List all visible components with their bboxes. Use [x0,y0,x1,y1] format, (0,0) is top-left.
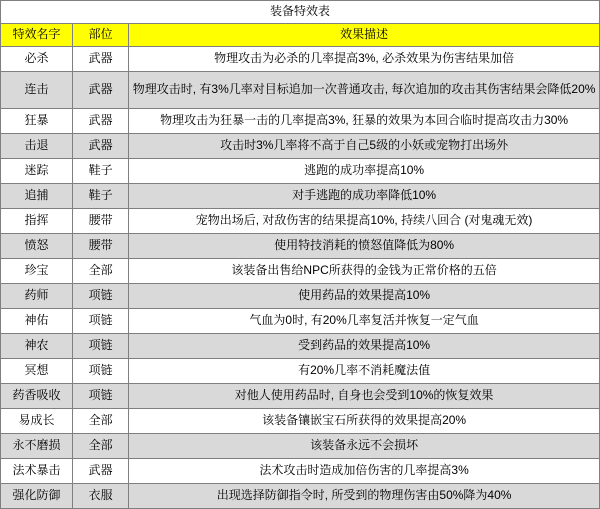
effect-part: 武器 [73,72,129,109]
table-row [1,72,600,109]
effect-desc: 物理攻击时, 有3%几率对目标追加一次普通攻击, 每次追加的攻击其伤害结果会降低20% [129,72,600,109]
table-row [1,159,600,184]
effect-part: 腰带 [73,234,129,259]
effect-desc: 受到药品的效果提高10% [129,334,600,359]
effect-name: 神农 [1,334,73,359]
effect-name: 狂暴 [1,109,73,134]
table-row [1,259,600,284]
effect-desc: 对他人使用药品时, 自身也会受到10%的恢复效果 [129,384,600,409]
effect-name: 愤怒 [1,234,73,259]
effect-desc: 逃跑的成功率提高10% [129,159,600,184]
effect-name: 冥想 [1,359,73,384]
effect-name: 强化防御 [1,484,73,509]
effect-desc: 对手逃跑的成功率降低10% [129,184,600,209]
effect-part: 武器 [73,134,129,159]
effect-name: 必杀 [1,47,73,72]
table-row [1,359,600,384]
column-header-name: 特效名字 [1,24,73,47]
effect-part: 鞋子 [73,159,129,184]
effect-part: 全部 [73,434,129,459]
effect-name: 连击 [1,72,73,109]
effect-desc: 使用药品的效果提高10% [129,284,600,309]
effect-desc: 法术攻击时造成加倍伤害的几率提高3% [129,459,600,484]
effect-name: 药香吸收 [1,384,73,409]
table-header-row [1,24,600,47]
effect-desc: 该装备镶嵌宝石所获得的效果提高20% [129,409,600,434]
effect-part: 腰带 [73,209,129,234]
effect-desc: 使用特技消耗的愤怒值降低为80% [129,234,600,259]
effect-name: 击退 [1,134,73,159]
effect-name: 追捕 [1,184,73,209]
table-row [1,309,600,334]
table-row [1,184,600,209]
effect-name: 药师 [1,284,73,309]
effect-desc: 宠物出场后, 对敌伤害的结果提高10%, 持续八回合 (对鬼魂无效) [129,209,600,234]
column-header-desc: 效果描述 [129,24,600,47]
effect-desc: 该装备出售给NPC所获得的金钱为正常价格的五倍 [129,259,600,284]
effect-desc: 物理攻击为必杀的几率提高3%, 必杀效果为伤害结果加倍 [129,47,600,72]
effect-name: 神佑 [1,309,73,334]
effect-desc: 气血为0时, 有20%几率复活并恢复一定气血 [129,309,600,334]
table-row [1,47,600,72]
table-title-row [1,1,600,24]
table-row [1,484,600,509]
table-row [1,334,600,359]
effect-part: 全部 [73,409,129,434]
table-row [1,134,600,159]
effect-name: 易成长 [1,409,73,434]
table-row [1,459,600,484]
effect-part: 全部 [73,259,129,284]
effect-desc: 有20%几率不消耗魔法值 [129,359,600,384]
effect-name: 指挥 [1,209,73,234]
column-header-part: 部位 [73,24,129,47]
effect-desc: 该装备永远不会损坏 [129,434,600,459]
table-row [1,434,600,459]
effect-name: 迷踪 [1,159,73,184]
table-row [1,234,600,259]
effect-part: 项链 [73,284,129,309]
effect-part: 项链 [73,309,129,334]
effect-desc: 出现选择防御指令时, 所受到的物理伤害由50%降为40% [129,484,600,509]
effect-part: 武器 [73,459,129,484]
table-row [1,284,600,309]
effect-part: 衣服 [73,484,129,509]
table-row [1,209,600,234]
effect-name: 法术暴击 [1,459,73,484]
table-row [1,109,600,134]
effect-part: 项链 [73,334,129,359]
table-row [1,409,600,434]
table-body [1,1,600,509]
page-title: 装备特效表 [1,1,600,24]
effect-desc: 物理攻击为狂暴一击的几率提高3%, 狂暴的效果为本回合临时提高攻击力30% [129,109,600,134]
effect-name: 珍宝 [1,259,73,284]
effect-desc: 攻击时3%几率将不高于自己5级的小妖或宠物打出场外 [129,134,600,159]
effect-part: 项链 [73,384,129,409]
effect-name: 永不磨损 [1,434,73,459]
effect-part: 武器 [73,47,129,72]
effect-part: 武器 [73,109,129,134]
effect-part: 鞋子 [73,184,129,209]
effect-part: 项链 [73,359,129,384]
table-row [1,384,600,409]
